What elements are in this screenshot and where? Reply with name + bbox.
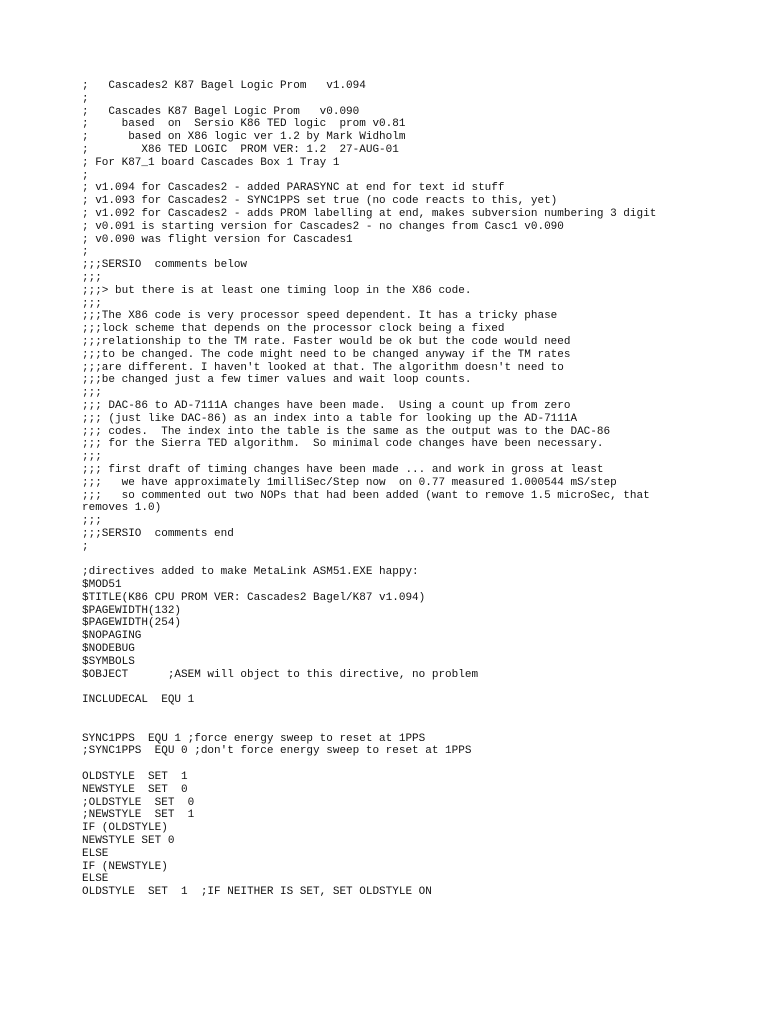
code-line: ;;; DAC-86 to AD-7111A changes have been made. Using a count up from zero bbox=[82, 399, 571, 412]
code-line: ; v1.094 for Cascades2 - added PARASYNC at end for text id stuff bbox=[82, 182, 505, 195]
code-line: ; v1.093 for Cascades2 - SYNC1PPS set true (no code reacts to this, yet) bbox=[82, 195, 558, 208]
code-line: ;;; bbox=[82, 297, 102, 310]
code-line: ;;; codes. The index into the table is the same as the output was to the DAC-86 bbox=[82, 425, 611, 438]
code-line: ; Cascades K87 Bagel Logic Prom v0.090 bbox=[82, 105, 360, 118]
code-line bbox=[82, 681, 682, 694]
source-code-listing bbox=[82, 80, 682, 899]
code-line bbox=[82, 707, 682, 720]
code-line: ; v0.091 is starting version for Cascades2 - no changes from Casc1 v0.090 bbox=[82, 220, 564, 233]
code-line: ; v0.090 was flight version for Cascades1 bbox=[82, 233, 353, 246]
code-line: ;;;SERSIO comments end bbox=[82, 527, 234, 540]
code-line bbox=[82, 553, 682, 566]
code-line: NEWSTYLE SET 0 bbox=[82, 783, 188, 796]
code-line: INCLUDECAL EQU 1 bbox=[82, 694, 195, 707]
code-line: ;;;relationship to the TM rate. Faster would be ok but the code would need bbox=[82, 335, 571, 348]
code-line: ;;; (just like DAC-86) as an index into a table for looking up the AD-7111A bbox=[82, 412, 578, 425]
code-line: ;;;are different. I haven't looked at that. The algorithm doesn't need to bbox=[82, 361, 564, 374]
code-line: $OBJECT ;ASEM will object to this directive, no problem bbox=[82, 668, 479, 681]
code-line: IF (NEWSTYLE) bbox=[82, 860, 168, 873]
code-line: ;;;The X86 code is very processor speed dependent. It has a tricky phase bbox=[82, 310, 558, 323]
code-line: ;;; first draft of timing changes have been made ... and work in gross at least bbox=[82, 463, 604, 476]
code-line: removes 1.0) bbox=[82, 502, 162, 515]
code-line: ;SYNC1PPS EQU 0 ;don't force energy sweep to reset at 1PPS bbox=[82, 745, 472, 758]
code-line: ;;;to be changed. The code might need to be changed anyway if the TM rates bbox=[82, 348, 571, 361]
code-line: ; bbox=[82, 169, 89, 182]
code-line: ;;;SERSIO comments below bbox=[82, 259, 248, 272]
code-line: ;;; bbox=[82, 515, 102, 528]
code-line bbox=[82, 720, 682, 733]
code-line: $NOPAGING bbox=[82, 630, 142, 643]
code-line: ;;; for the Sierra TED algorithm. So minimal code changes have been necessary. bbox=[82, 438, 604, 451]
code-line: OLDSTYLE SET 1 ;IF NEITHER IS SET, SET OLDSTYLE ON bbox=[82, 886, 432, 899]
code-line: ELSE bbox=[82, 847, 109, 860]
code-line: ; based on Sersio K86 TED logic prom v0.81 bbox=[82, 118, 406, 131]
code-line: NEWSTYLE SET 0 bbox=[82, 835, 175, 848]
code-line: ; For K87_1 board Cascades Box 1 Tray 1 bbox=[82, 156, 340, 169]
code-line: ;;; we have approximately 1milliSec/Step now on 0.77 measured 1.000544 mS/step bbox=[82, 476, 617, 489]
code-line: ;NEWSTYLE SET 1 bbox=[82, 809, 195, 822]
code-line: $SYMBOLS bbox=[82, 655, 135, 668]
code-line: ;;;lock scheme that depends on the processor clock being a fixed bbox=[82, 323, 505, 336]
code-line: ; v1.092 for Cascades2 - adds PROM labelling at end, makes subversion numbering 3 digit bbox=[82, 207, 657, 220]
code-line: ;;; bbox=[82, 271, 102, 284]
code-line: ; bbox=[82, 540, 89, 553]
code-line: ; based on X86 logic ver 1.2 by Mark Widholm bbox=[82, 131, 406, 144]
code-line: ;OLDSTYLE SET 0 bbox=[82, 796, 195, 809]
code-line: $TITLE(K86 CPU PROM VER: Cascades2 Bagel/K87 v1.094) bbox=[82, 591, 426, 604]
code-line: ; X86 TED LOGIC PROM VER: 1.2 27-AUG-01 bbox=[82, 143, 399, 156]
code-line: ; bbox=[82, 246, 89, 259]
code-line: ;directives added to make MetaLink ASM51.EXE happy: bbox=[82, 566, 419, 579]
code-line: ELSE bbox=[82, 873, 109, 886]
code-line: $MOD51 bbox=[82, 579, 122, 592]
code-line: OLDSTYLE SET 1 bbox=[82, 771, 188, 784]
code-line: ;;; bbox=[82, 387, 102, 400]
code-line: $PAGEWIDTH(254) bbox=[82, 617, 182, 630]
code-line: ; Cascades2 K87 Bagel Logic Prom v1.094 bbox=[82, 80, 366, 92]
code-line: ;;; so commented out two NOPs that had been added (want to remove 1.5 microSec, that bbox=[82, 489, 650, 502]
code-line: SYNC1PPS EQU 1 ;force energy sweep to reset at 1PPS bbox=[82, 732, 426, 745]
code-line bbox=[82, 758, 682, 771]
code-line: $PAGEWIDTH(132) bbox=[82, 604, 182, 617]
code-line: IF (OLDSTYLE) bbox=[82, 822, 168, 835]
code-line: $NODEBUG bbox=[82, 643, 135, 656]
code-line: ;;; bbox=[82, 451, 102, 464]
code-line: ;;;> but there is at least one timing loop in the X86 code. bbox=[82, 284, 472, 297]
code-line: ; bbox=[82, 92, 89, 105]
code-line: ;;;be changed just a few timer values and wait loop counts. bbox=[82, 374, 472, 387]
